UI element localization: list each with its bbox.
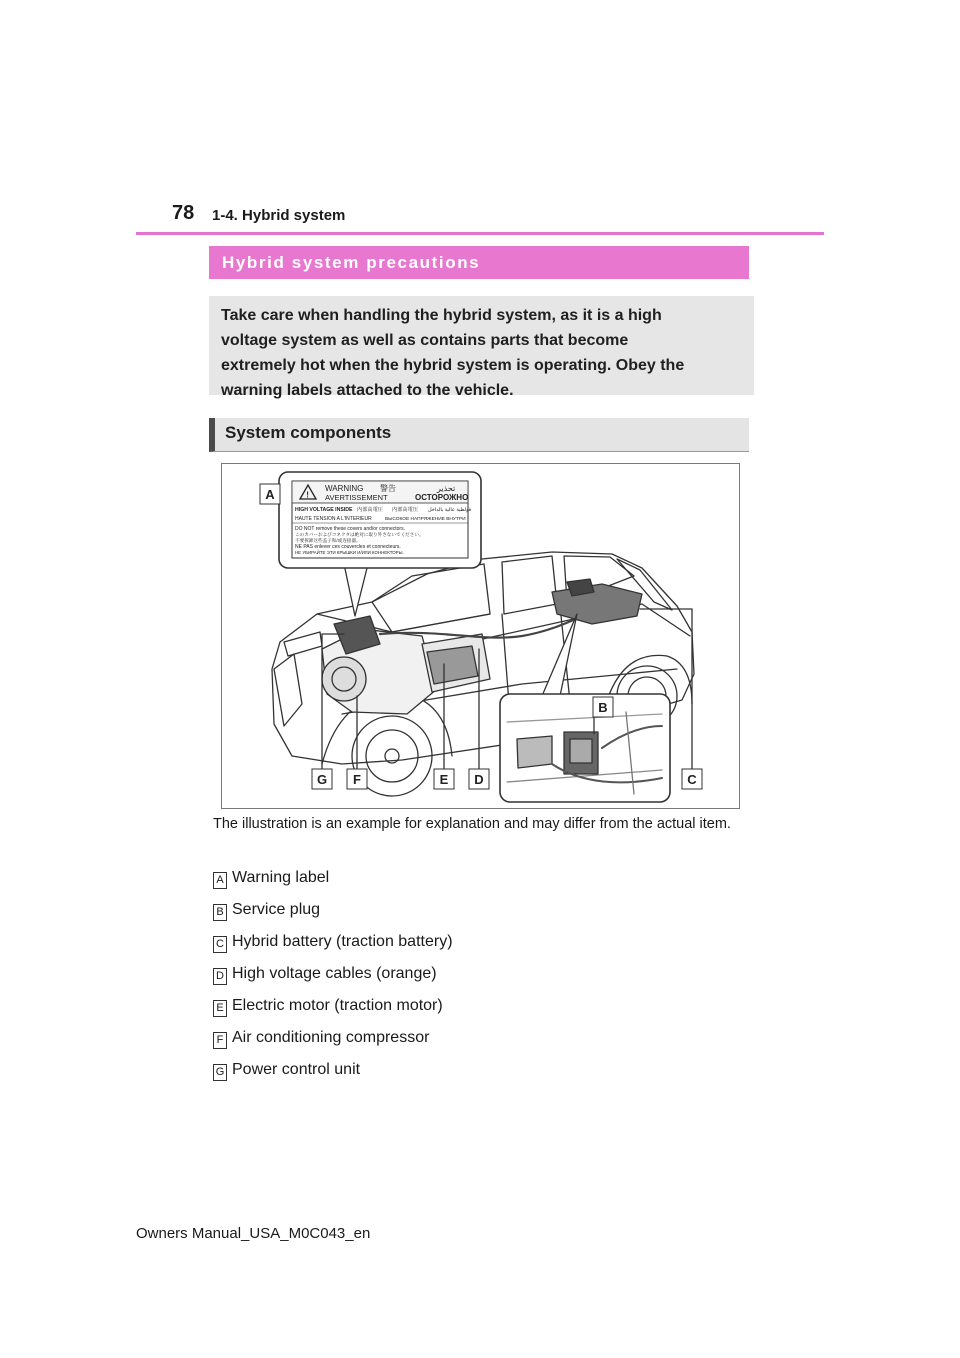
label-arabic-warning: تحذير: [437, 484, 456, 493]
system-components-heading: System components: [209, 418, 749, 452]
label-line: НЕ УБИРАЙТЕ ЭТИ КРЫШКИ И/ИЛИ КОННЕКТОРЫ.: [295, 550, 404, 555]
label-ru-hv: ВЫСОКОЕ НАПРЯЖЕНИЕ ВНУТРИ: [385, 517, 466, 522]
legend-text: Warning label: [232, 869, 330, 886]
component-legend: [213, 862, 453, 1086]
legend-letter: B: [213, 904, 227, 921]
illustration-caption: The illustration is an example for explanation and may differ from the actual item.: [213, 816, 731, 832]
warning-label-artwork: [292, 481, 472, 558]
hybrid-battery: [552, 584, 642, 624]
legend-letter: A: [213, 872, 227, 889]
legend-letter: G: [213, 1064, 227, 1081]
label-line: DO NOT remove these covers and/or connectors.: [295, 526, 405, 532]
legend-text: Power control unit: [232, 1061, 361, 1078]
pcu-cylinder: [322, 657, 366, 701]
label-line: このカバーおよびコネクタは絶対に取り外さないでください。: [295, 532, 424, 537]
legend-item: [213, 958, 453, 990]
footer-manual-id: Owners Manual_USA_M0C043_en: [136, 1225, 371, 1242]
label-arabic-hv: فولطية عالية بالداخل: [428, 507, 472, 513]
components-illustration: [221, 463, 740, 809]
label-line: 不要拆卸这些盖子和/或连接器。: [295, 538, 361, 543]
headlight: [284, 632, 322, 656]
label-hv-inside: HIGH VOLTAGE INSIDE: [295, 507, 353, 513]
front-grille: [274, 654, 302, 726]
label-jp-hv: 内部高電压: [392, 507, 418, 513]
callout-e: E: [439, 772, 449, 787]
label-pointer: [344, 564, 368, 616]
legend-letter: F: [213, 1032, 227, 1049]
svg-text:!: !: [306, 490, 309, 500]
label-warning: WARNING: [325, 484, 364, 493]
legend-item: [213, 926, 453, 958]
legend-text: Air conditioning compressor: [232, 1029, 430, 1046]
label-avertissement: AVERTISSEMENT: [325, 493, 388, 502]
legend-text: High voltage cables (orange): [232, 965, 437, 982]
label-haute-tension: HAUTE TENSION A L'INTERIEUR: [295, 516, 372, 522]
callout-b: B: [598, 700, 608, 715]
legend-item: [213, 894, 453, 926]
label-jp-hv: 内部高電圧: [357, 507, 383, 513]
legend-letter: E: [213, 1000, 227, 1017]
intro-box: [209, 296, 754, 399]
callout-a: A: [265, 487, 275, 502]
legend-text: Electric motor (traction motor): [232, 997, 443, 1014]
callout-g: G: [316, 772, 328, 787]
legend-text: Hybrid battery (traction battery): [232, 933, 453, 950]
section-title: 1-4. Hybrid system: [212, 207, 346, 224]
header-rule: [136, 232, 824, 235]
intro-line: warning labels attached to the vehicle.: [221, 382, 514, 399]
precautions-banner: Hybrid system precautions: [209, 246, 749, 279]
callout-f: F: [353, 772, 361, 787]
vehicle-diagram: [222, 464, 741, 810]
legend-item: [213, 862, 453, 894]
intro-line: Take care when handling the hybrid system, as it is a high: [221, 307, 662, 324]
windshield: [372, 564, 490, 632]
legend-item: [213, 990, 453, 1022]
intro-line: voltage system as well as contains parts that become: [221, 332, 629, 349]
label-ostorozhno: ОСТОРОЖНО: [415, 493, 469, 502]
front-wheel-hub: [366, 730, 418, 782]
legend-letter: C: [213, 936, 227, 953]
callout-c: C: [687, 772, 697, 787]
intro-line: extremely hot when the hybrid system is operating. Obey the: [221, 357, 685, 374]
label-jp-warning: 警告: [380, 484, 396, 493]
side-window-front: [502, 556, 557, 614]
legend-item: [213, 1054, 453, 1086]
legend-text: Service plug: [232, 901, 321, 918]
legend-item: [213, 1022, 453, 1054]
legend-letter: D: [213, 968, 227, 985]
page-number: 78: [172, 202, 195, 224]
callout-d: D: [474, 772, 484, 787]
label-line: NE PAS enlever ces couvercles et connecteurs.: [295, 544, 401, 550]
